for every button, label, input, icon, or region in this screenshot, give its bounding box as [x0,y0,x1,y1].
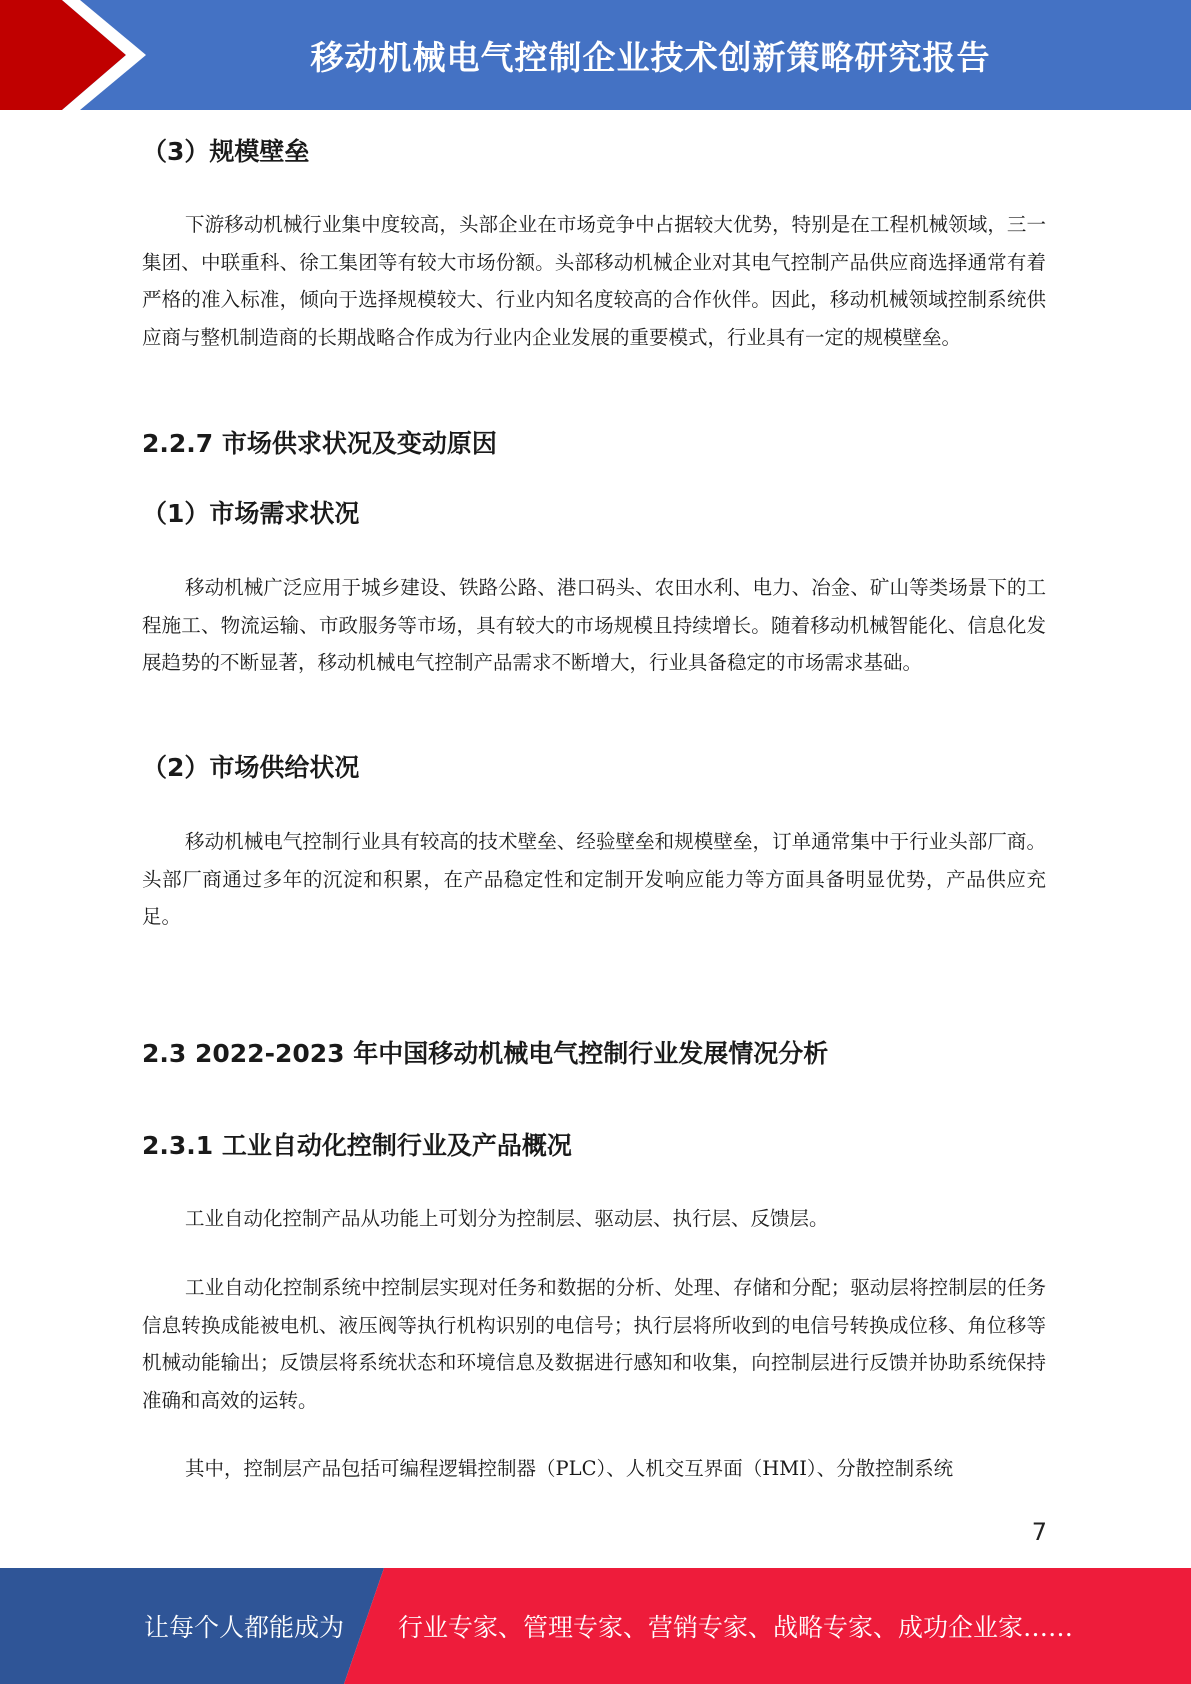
footer-slogan-left: 让每个人都能成为 [144,1613,345,1642]
red-chevron-decoration [0,0,160,110]
supply-heading: （2）市场供给状况 [142,753,360,782]
scale-barrier-heading: （3）规模壁垒 [142,137,310,166]
footer-slogan-right: 行业专家、管理专家、营销专家、战略专家、成功企业家…… [398,1613,1074,1642]
demand-paragraph: 移动机械广泛应用于城乡建设、铁路公路、港口码头、农田水利、电力、冶金、矿山等类场景下的工程施工、物流运输、市政服务等市场，具有较大的市场规模且持续增长。随着移动机械智能化、信息化发展趋势的不断显著，移动机械电气控制产品需求不断增大，行业具备稳定的市场需求基础。 [142,576,1046,674]
scale-barrier-paragraph: 下游移动机械行业集中度较高，头部企业在市场竞争中占据较大优势，特别是在工程机械领域，三一集团、中联重科、徐工集团等有较大市场份额。头部移动机械企业对其电气控制产品供应商选择通常有着严格的准入标准，倾向于选择规模较大、行业内知名度较高的合作伙伴。因此，移动机械领域控制系统供应商与整机制造商的长期战略合作成为行业内企业发展的重要模式，行业具有一定的规模壁垒。 [142,213,1046,349]
page-number: 7 [1031,1518,1047,1546]
page-header [0,0,1191,110]
analysis-heading: 2.3 2022-2023 年中国移动机械电气控制行业发展情况分析 [142,1039,829,1068]
automation-paragraph-3: 其中，控制层产品包括可编程逻辑控制器（PLC）、人机交互界面（HMI）、分散控制系统 [185,1457,954,1480]
automation-heading: 2.3.1 工业自动化控制行业及产品概况 [142,1131,572,1160]
page-footer [0,1568,1191,1684]
automation-paragraph-1: 工业自动化控制产品从功能上可划分为控制层、驱动层、执行层、反馈层。 [185,1207,829,1230]
automation-paragraph-2: 工业自动化控制系统中控制层实现对任务和数据的分析、处理、存储和分配；驱动层将控制层的任务信息转换成能被电机、液压阀等执行机构识别的电信号；执行层将所收到的电信号转换成位移、角位移等机械动能输出；反馈层将系统状态和环境信息及数据进行感知和收集，向控制层进行反馈并协助系统保持准确和高效的运转。 [142,1276,1046,1412]
report-title: 移动机械电气控制企业技术创新策略研究报告 [310,37,991,77]
supply-paragraph: 移动机械电气控制行业具有较高的技术壁垒、经验壁垒和规模壁垒，订单通常集中于行业头部厂商。头部厂商通过多年的沉淀和积累，在产品稳定性和定制开发响应能力等方面具备明显优势，产品供应充足。 [142,830,1046,928]
demand-heading: （1）市场需求状况 [142,499,360,528]
supply-demand-heading: 2.2.7 市场供求状况及变动原因 [142,429,497,458]
